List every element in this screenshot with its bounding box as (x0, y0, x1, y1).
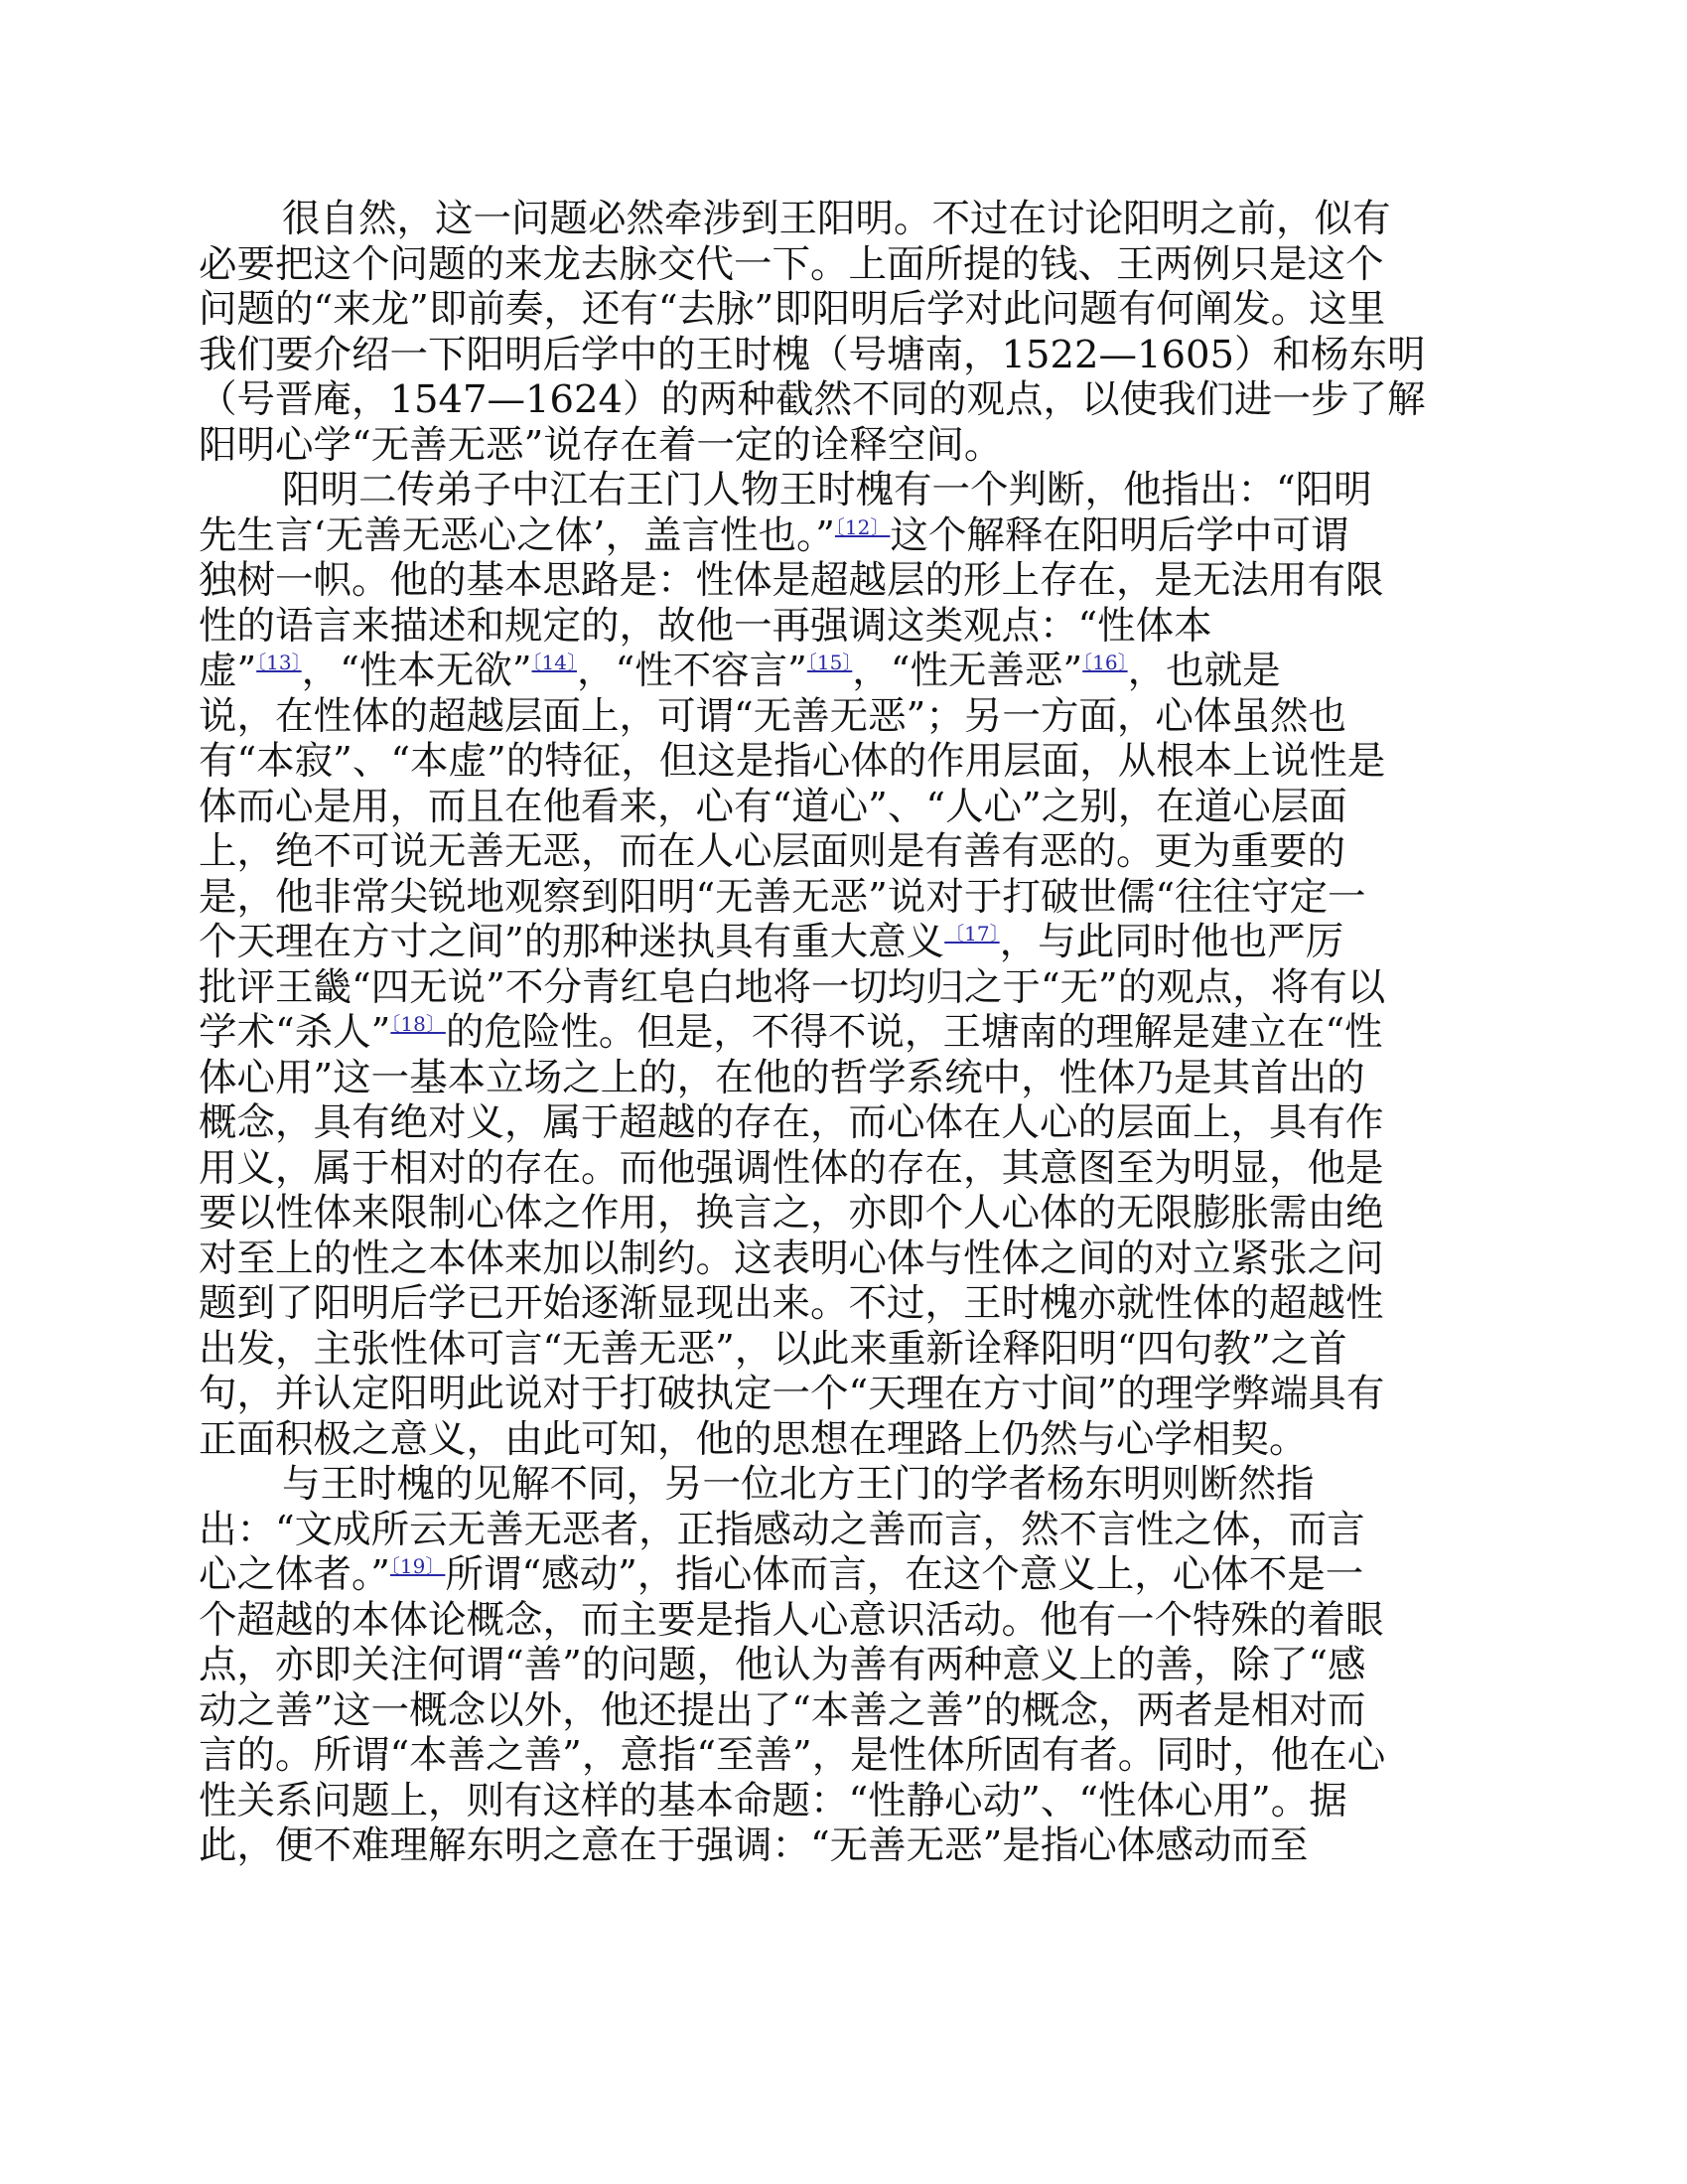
text-line (199, 1823, 1472, 1869)
text-line (199, 1100, 1472, 1146)
text-line (199, 1552, 1472, 1598)
text-run: ，也就是 (1127, 649, 1281, 693)
text-line (199, 242, 1472, 288)
text-run: 与王时槐的见解不同，另一位北方王门的学者杨东明则断然指 (282, 1462, 1315, 1507)
text-line (199, 649, 1472, 694)
footnote-link[interactable]: 〔12〕 (834, 514, 891, 539)
text-run: 问题的“来龙”即前奏，还有“去脉”即阳明后学对此问题有何阐发。这里 (199, 287, 1386, 332)
text-run: 很自然，这一问题必然牵涉到王阳明。不过在讨论阳明之前，似有 (282, 197, 1391, 241)
text-run: ，与此同时他也严厉 (999, 920, 1344, 964)
paragraph (199, 1462, 1472, 1869)
text-line (199, 1733, 1472, 1779)
text-run: （号晋庵，1547—1624）的两种截然不同的观点，以使我们进一步了解 (199, 377, 1426, 422)
text-run: 对至上的性之本体来加以制约。这表明心体与性体之间的对立紧张之问 (199, 1236, 1384, 1281)
text-line (199, 739, 1472, 785)
text-run: 所谓“感动”，指心体而言，在这个意义上，心体不是一 (445, 1552, 1364, 1597)
paragraph (199, 468, 1472, 1462)
footnote-link[interactable]: 〔18〕 (390, 1012, 446, 1036)
text-line (199, 1688, 1472, 1734)
text-run: 阳明二传弟子中江右王门人物王时槐有一个判断，他指出：“阳明 (282, 468, 1372, 512)
text-run: 这个解释在阳明后学中可谓 (890, 512, 1349, 558)
text-line (199, 604, 1472, 650)
text-run: 点，亦即关注何谓“善”的问题，他认为善有两种意义上的善，除了“感 (199, 1643, 1366, 1687)
text-run: 题到了阳明后学已开始逐渐显现出来。不过，王时槐亦就性体的超越性 (199, 1281, 1384, 1326)
text-run: 概念，具有绝对义，属于超越的存在，而心体在人心的层面上，具有作 (199, 1100, 1384, 1145)
text-line (199, 333, 1472, 378)
text-line (199, 558, 1472, 604)
text-line (199, 694, 1472, 740)
text-run: 句，并认定阳明此说对于打破执定一个“天理在方寸间”的理学弊端具有 (199, 1372, 1385, 1416)
text-run: 的危险性。但是，不得不说，王塘南的理解是建立在“性 (445, 1010, 1383, 1055)
text-line (199, 785, 1472, 830)
text-line (199, 1010, 1472, 1056)
text-run: 独树一帜。他的基本思路是：性体是超越层的形上存在，是无法用有限 (199, 558, 1384, 603)
footnote-link[interactable]: 〔14〕 (531, 651, 577, 674)
text-run: 言的。所谓“本善之善”，意指“至善”，是性体所固有者。同时，他在心 (199, 1733, 1386, 1778)
text-run: 是，他非常尖锐地观察到阳明“无善无恶”说对于打破世儒“往往守定一 (199, 874, 1366, 920)
text-run: 体而心是用，而且在他看来，心有“道心”、“人心”之别，在道心层面 (199, 784, 1347, 829)
text-run: 性的语言来描述和规定的，故他一再强调这类观点：“性体本 (199, 603, 1212, 649)
text-line (199, 1462, 1472, 1508)
text-run: ，“性本无欲” (301, 649, 532, 693)
text-run: 说，在性体的超越层面上，可谓“无善无恶”；另一方面，心体虽然也 (199, 693, 1346, 739)
paragraph (199, 197, 1472, 468)
text-run: 正面积极之意义，由此可知，他的思想在理路上仍然与心学相契。 (199, 1416, 1308, 1462)
text-line (199, 1327, 1472, 1373)
text-run: 心之体者。” (199, 1552, 390, 1597)
text-line (199, 377, 1472, 423)
text-run: 有“本寂”、“本虚”的特征，但这是指心体的作用层面，从根本上说性是 (199, 739, 1386, 784)
footnote-link[interactable]: 〔19〕 (389, 1554, 446, 1578)
text-run: 我们要介绍一下阳明后学中的王时槐（号塘南，1522—1605）和杨东明 (199, 332, 1426, 377)
text-run: 上，绝不可说无善无恶，而在人心层面则是有善有恶的。更为重要的 (199, 829, 1346, 874)
text-line (199, 1237, 1472, 1282)
text-run: 批评王畿“四无说”不分青红皂白地将一切均归之于“无”的观点，将有以 (199, 964, 1386, 1010)
footnote-link[interactable]: 〔13〕 (256, 651, 302, 674)
text-line (199, 1056, 1472, 1101)
text-line (199, 965, 1472, 1011)
footnote-link[interactable]: 〔15〕 (806, 651, 853, 674)
text-run: 先生言‘无善无恶心之体’，盖言性也。” (199, 512, 835, 558)
text-line (199, 1372, 1472, 1417)
text-line (199, 1417, 1472, 1463)
text-run: 此，便不难理解东明之意在于强调：“无善无恶”是指心体感动而至 (199, 1823, 1309, 1868)
text-run: 虚” (199, 649, 257, 693)
text-line (199, 513, 1472, 559)
text-run: 体心用”这一基本立场之上的，在他的哲学系统中，性体乃是其首出的 (199, 1055, 1365, 1100)
text-run: ，“性无善恶” (852, 649, 1083, 693)
text-line (199, 875, 1472, 921)
text-line (199, 468, 1472, 513)
text-run: 要以性体来限制心体之作用，换言之，亦即个人心体的无限膨胀需由绝 (199, 1191, 1384, 1236)
text-run: ，“性不容言” (576, 649, 807, 693)
text-run: 用义，属于相对的存在。而他强调性体的存在，其意图至为明显，他是 (199, 1145, 1384, 1191)
text-line (199, 1191, 1472, 1237)
document-body (199, 197, 1472, 1869)
text-line (199, 829, 1472, 875)
text-line (199, 197, 1472, 242)
text-run: 出：“文成所云无善无恶者，正指感动之善而言，然不言性之体，而言 (199, 1507, 1365, 1552)
text-line (199, 423, 1472, 469)
text-run: 个天理在方寸之间”的那种迷执具有重大意义 (199, 920, 945, 964)
text-run: 阳明心学“无善无恶”说存在着一定的诠释空间。 (199, 422, 1003, 468)
text-line (199, 1508, 1472, 1553)
text-line (199, 1643, 1472, 1688)
text-line (199, 920, 1472, 965)
text-line (199, 1281, 1472, 1327)
text-line (199, 1598, 1472, 1644)
text-line (199, 287, 1472, 333)
text-run: 出发，主张性体可言“无善无恶”，以此来重新诠释阳明“四句教”之首 (199, 1326, 1347, 1372)
text-run: 动之善”这一概念以外，他还提出了“本善之善”的概念，两者是相对而 (199, 1687, 1366, 1733)
text-run: 学术“杀人” (199, 1010, 391, 1055)
text-line (199, 1146, 1472, 1192)
footnote-link[interactable]: 〔17〕 (944, 922, 1000, 946)
text-run: 性关系问题上，则有这样的基本命题：“性静心动”、“性体心用”。据 (199, 1778, 1347, 1823)
text-run: 个超越的本体论概念，而主要是指人心意识活动。他有一个特殊的着眼 (199, 1597, 1384, 1643)
footnote-link[interactable]: 〔16〕 (1082, 651, 1128, 674)
text-line (199, 1779, 1472, 1824)
text-run: 必要把这个问题的来龙去脉交代一下。上面所提的钱、王两例只是这个 (199, 241, 1384, 287)
